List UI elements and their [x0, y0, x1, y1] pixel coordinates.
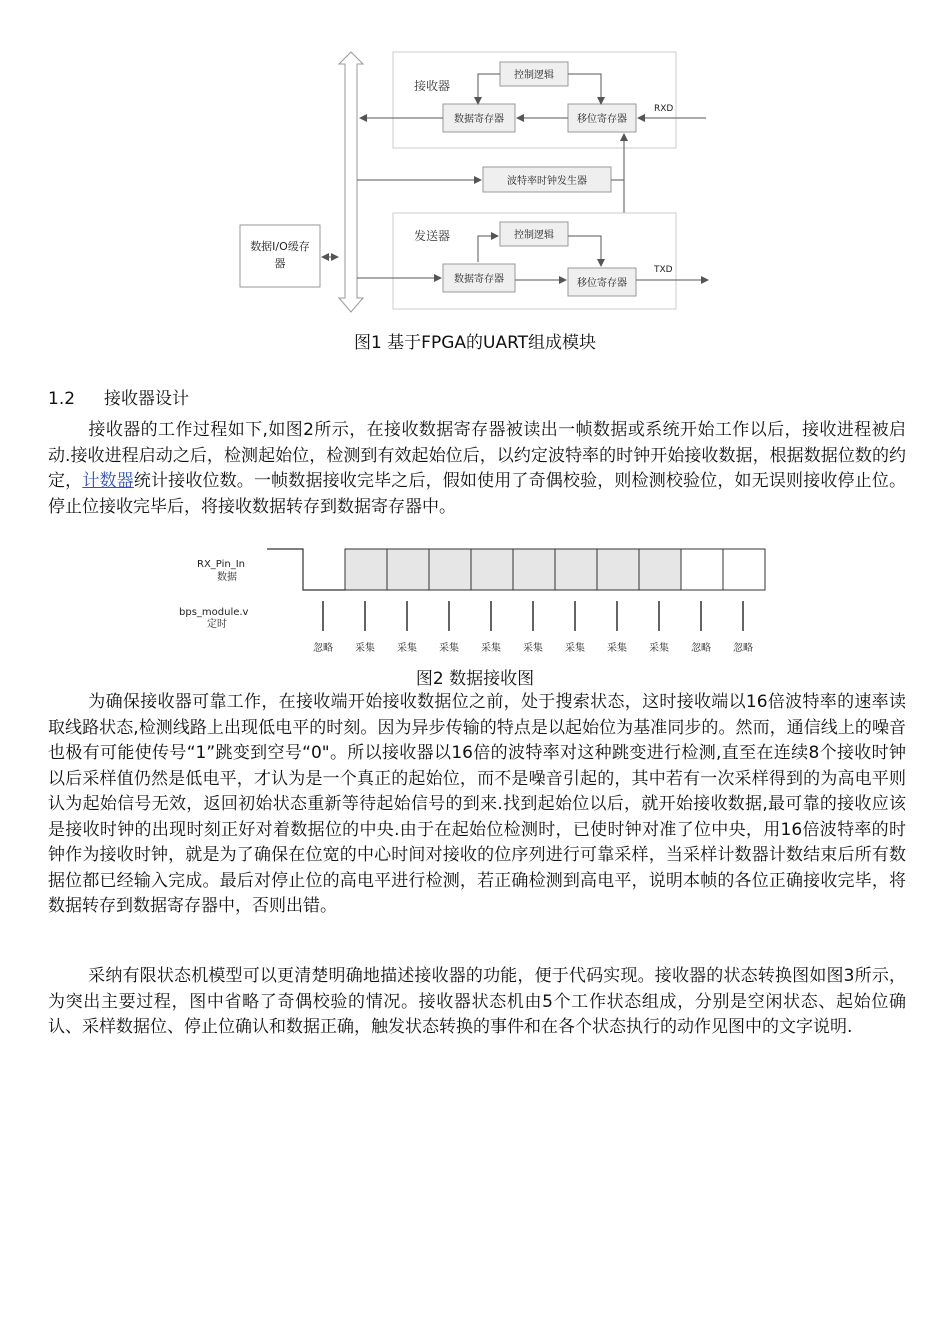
data-bit-cell — [513, 549, 555, 590]
data-bit-cell — [555, 549, 597, 590]
counter-link[interactable]: 计数器 — [82, 471, 134, 491]
data-bit-cell — [681, 549, 723, 590]
paragraph-2 — [48, 690, 906, 920]
sample-label: 采集 — [439, 643, 459, 654]
bps-module-label-1: bps_module.v — [179, 607, 249, 618]
rx-pin-label-2: 数据 — [217, 572, 237, 583]
paragraph-3-text: 采纳有限状态机模型可以更清楚明确地描述接收器的功能，便于代码实现。接收器的状态转换图如图3所示，为突出主要过程，图中省略了奇偶校验的情况。接收器状态机由5个工作状态组成，分别是空闲状态、起始位确认、采样数据位、停止位确认和数据正确，触发状态转换的事件和在各个状态执行的动作见图中的文字说明. — [48, 966, 906, 1037]
data-bus-arrow — [339, 52, 363, 312]
data-bit-cell — [639, 549, 681, 590]
uart-block-diagram — [0, 0, 950, 330]
sample-label: 忽略 — [733, 643, 753, 654]
io-buffer-text-1: 数据I/O缓存 — [250, 240, 310, 253]
sample-label: 忽略 — [691, 643, 711, 654]
rx-control-logic-text: 控制逻辑 — [514, 70, 554, 81]
transmitter-label: 发送器 — [414, 229, 451, 243]
tx-data-register-text: 数据寄存器 — [454, 274, 504, 285]
data-bit-cell — [429, 549, 471, 590]
data-bit-cell — [471, 549, 513, 590]
io-buffer-box — [240, 225, 320, 287]
data-bit-cell — [597, 549, 639, 590]
rx-data-register-text: 数据寄存器 — [454, 114, 504, 125]
data-bit-cell — [723, 549, 765, 590]
sample-label: 采集 — [565, 643, 585, 654]
sample-label: 采集 — [607, 643, 627, 654]
txd-label: TXD — [654, 265, 673, 275]
paragraph-1 — [48, 418, 906, 520]
rx-shift-register-text: 移位寄存器 — [577, 114, 627, 125]
sample-label: 采集 — [649, 643, 669, 654]
figure1-caption: 图1 基于FPGA的UART组成模块 — [353, 333, 597, 353]
io-buffer-text-2: 器 — [274, 257, 286, 270]
receiver-label: 接收器 — [414, 79, 451, 93]
rx-pin-label-1: RX_Pin_In — [197, 559, 246, 570]
tx-shift-register-text: 移位寄存器 — [577, 278, 627, 289]
data-bit-cell — [387, 549, 429, 590]
sample-label: 采集 — [523, 643, 543, 654]
sample-label: 采集 — [355, 643, 375, 654]
data-bit-cell — [345, 549, 387, 590]
section-number: 1.2 — [48, 389, 76, 409]
section-title: 接收器设计 — [104, 389, 189, 409]
rxd-label: RXD — [654, 104, 674, 114]
paragraph-1-text-b: 统计接收位数。一帧数据接收完毕之后，假如使用了奇偶校验，则检测校验位，如无误则接收停止位。停止位接收完毕后，将接收数据转存到数据寄存器中。 — [48, 471, 907, 517]
data-receive-timing-diagram — [177, 543, 777, 658]
section-heading — [48, 384, 189, 409]
bps-module-label-2: 定时 — [207, 619, 227, 630]
sample-label: 采集 — [397, 643, 417, 654]
figure2-caption: 图2 数据接收图 — [415, 669, 535, 689]
sample-label: 采集 — [481, 643, 501, 654]
sample-label: 忽略 — [313, 643, 333, 654]
baud-generator-text: 波特率时钟发生器 — [507, 176, 587, 187]
paragraph-2-text: 为确保接收器可靠工作，在接收端开始接收数据位之前，处于搜索状态，这时接收端以16倍波特率的速率读取线路状态,检测线路上出现低电平的时刻。因为异步传输的特点是以起始位为基准同步的。然而，通信线上的噪音也极有可能使传号“1”跳变到空号“0"。所以接收器以16倍的波特率对这种跳变进行检测,直至在连续8个接收时钟以后采样值仍然是低电平，才认为是一个真正的起始位，而不是噪音引起的，其中若有一次采样得到的为高电平则认为起始信号无效，返回初始状态重新等待起始信号的到来.找到起始位以后，就开始接收数据,最可靠的接收应该是接收时钟的出现时刻正好对着数据位的中央.由于在起始位检测时，已使时钟对准了位中央，用16倍波特率的时钟作为接收时钟，就是为了确保在位宽的中心时间对接收的位序列进行可靠采样，当采样计数器计数结束后所有数据位都已经输入完成。最后对停止位的高电平进行检测，若正确检测到高电平，说明本帧的各位正确接收完毕，将数据转存到数据寄存器中，否则出错。 — [48, 692, 906, 916]
tx-control-logic-text: 控制逻辑 — [514, 230, 554, 241]
paragraph-3 — [48, 964, 906, 1041]
paragraph-1-text-a: 接收器的工作过程如下,如图2所示，在接收数据寄存器被读出一帧数据或系统开始工作以后，接收进程被启动.接收进程启动之后，检测起始位，检测到有效起始位后，以约定波特率的时钟开始接收数据，根据数据位数的约定， — [48, 420, 906, 491]
